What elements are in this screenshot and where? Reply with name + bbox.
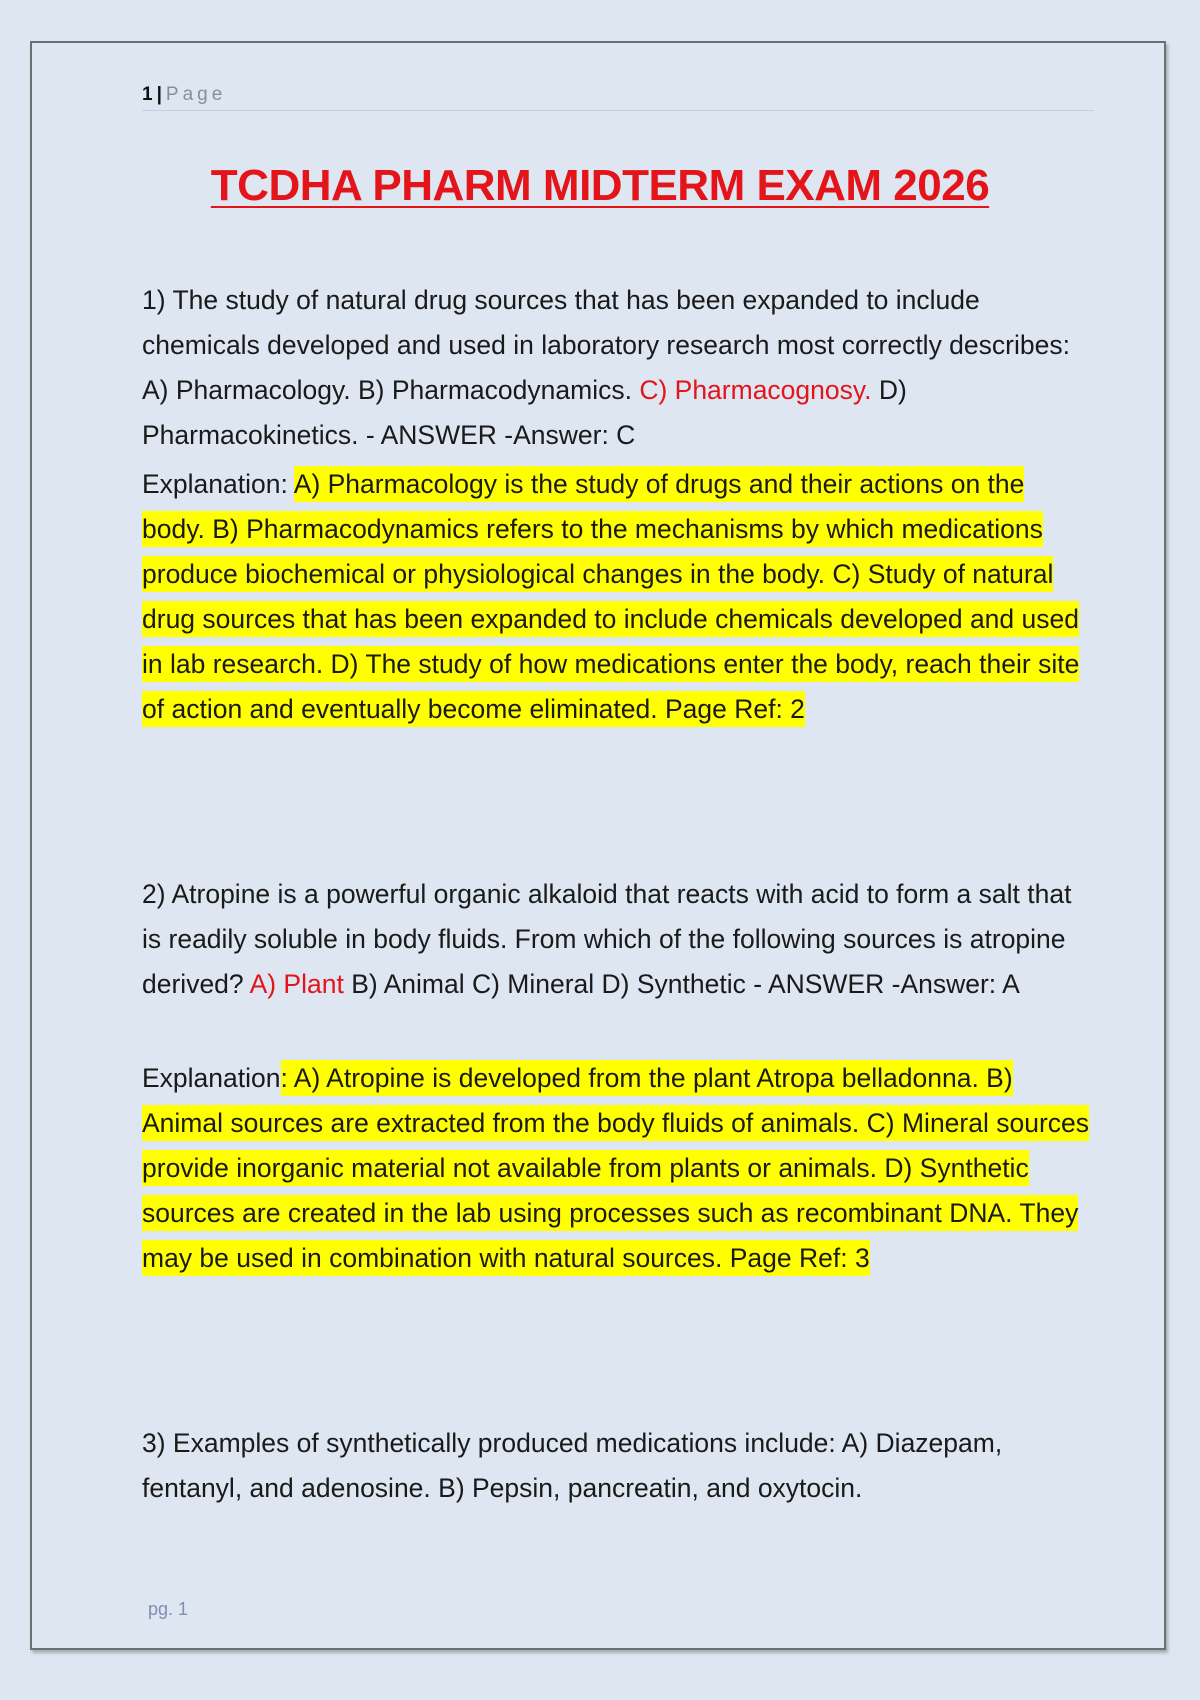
page-word: Page: [165, 84, 227, 105]
question-2-explanation: [142, 1056, 1092, 1281]
explanation-label: Explanation: [142, 1063, 281, 1093]
explanation-text: : A) Atropine is developed from the plant Atropa belladonna. B) Animal sources are extracted from the body fluids of animals. C) Mineral sources provide inorganic material not available from plants or animals. D) Synthetic sources are created in the lab using processes such as recombinant DNA. They may be used in combination with natural sources. Page Ref: 3: [142, 1060, 1089, 1276]
question-3: [142, 1421, 1092, 1511]
question-2-correct-choice: A) Plant: [249, 969, 344, 999]
page-number: 1: [142, 84, 153, 105]
question-1-answer: D) Pharmacokinetics. - ANSWER -Answer: C: [142, 375, 907, 450]
question-2: [142, 872, 1092, 1007]
page-separator: |: [156, 84, 162, 105]
document-title: TCDHA PHARM MIDTERM EXAM 2026: [210, 161, 990, 210]
question-2-answer: B) Animal C) Mineral D) Synthetic - ANSWER -Answer: A: [343, 969, 1020, 999]
question-1-correct-choice: C) Pharmacognosy.: [639, 375, 872, 405]
document-page: [30, 41, 1166, 1650]
explanation-text: A) Pharmacology is the study of drugs and their actions on the body. B) Pharmacodynamics refers to the mechanisms by which medications produce biochemical or physiological changes in the body. C) Study of natural drug sources that has been expanded to include chemicals developed and used in lab research. D) The study of how medications enter the body, reach their site of action and eventually become eliminated. Page Ref: 2: [142, 466, 1079, 727]
question-1-stem: 1) The study of natural drug sources that has been expanded to include chemicals developed and used in laboratory research most correctly describes: A) Pharmacology. B) Pharmacodynamics.: [142, 285, 1070, 405]
explanation-label: Explanation:: [142, 469, 294, 499]
question-3-stem: 3) Examples of synthetically produced medications include: A) Diazepam, fentanyl, and adenosine. B) Pepsin, pancreatin, and oxytocin.: [142, 1428, 1003, 1503]
question-2-stem: 2) Atropine is a powerful organic alkaloid that reacts with acid to form a salt that is readily soluble in body fluids. From which of the following sources is atropine derived?: [142, 879, 1072, 999]
page-footer: pg. 1: [148, 1599, 189, 1619]
page-header: [142, 80, 1094, 111]
question-1: [142, 278, 1092, 458]
question-1-explanation: [142, 462, 1092, 732]
